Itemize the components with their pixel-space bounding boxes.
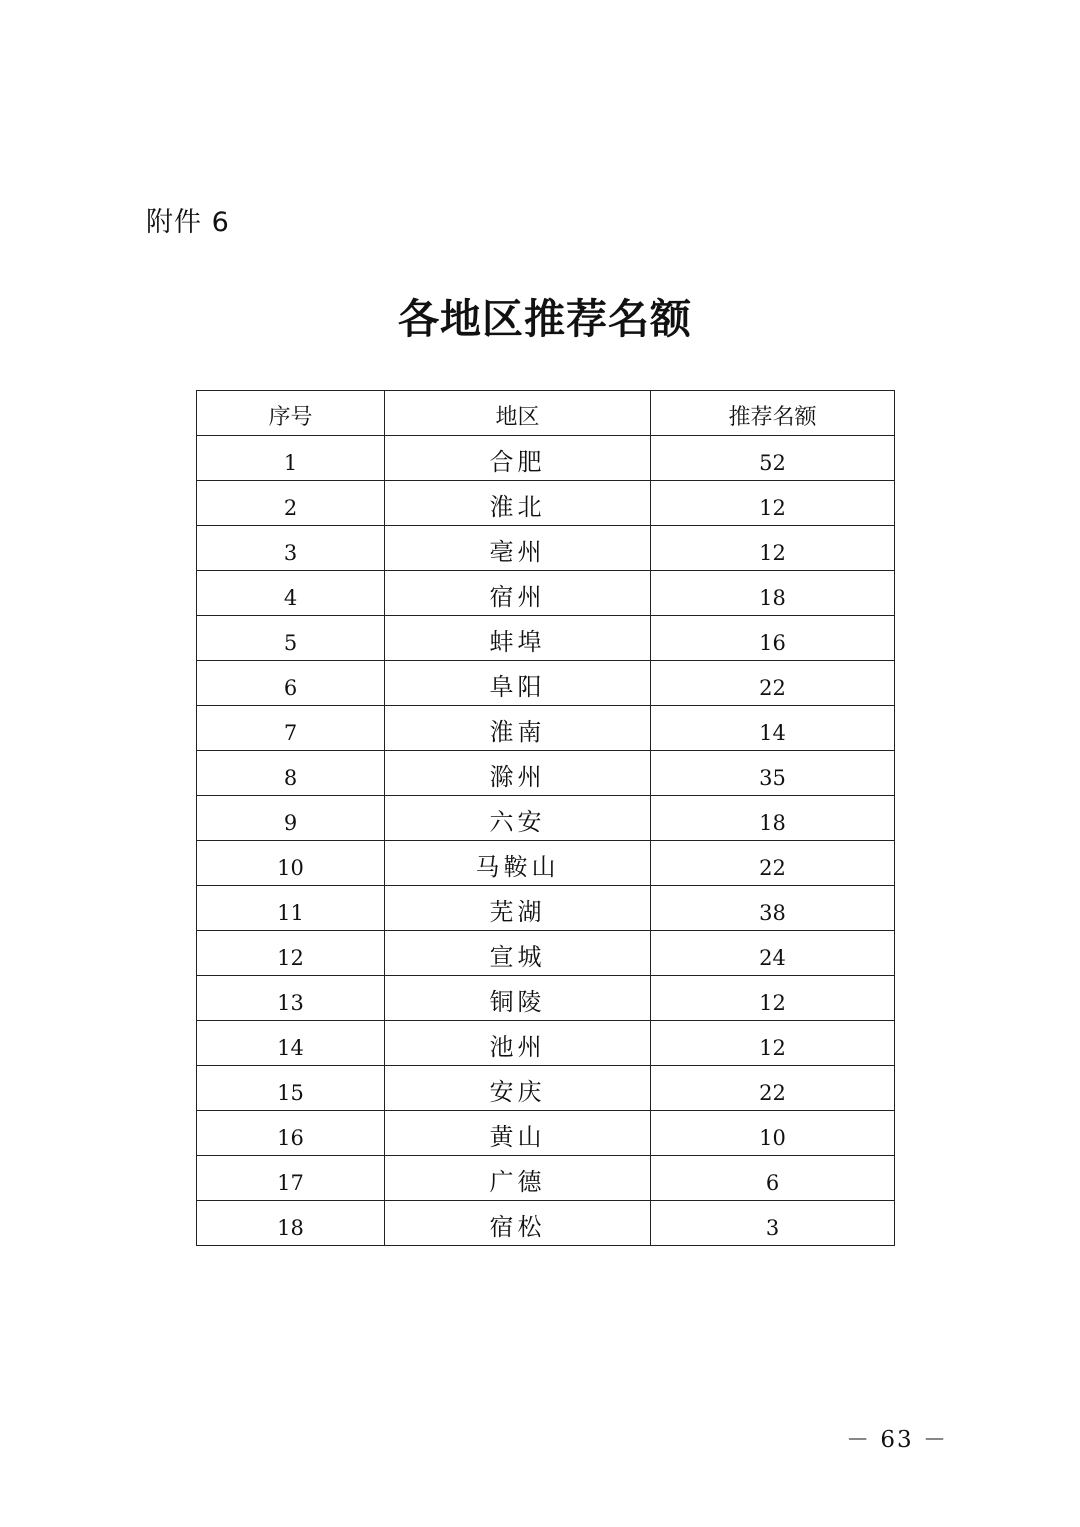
cell-serial-number: 9 — [197, 796, 385, 841]
table-row — [197, 616, 895, 661]
cell-serial-number: 15 — [197, 1066, 385, 1111]
cell-quota: 38 — [651, 886, 895, 931]
cell-region: 黄山 — [385, 1111, 651, 1156]
table-row — [197, 661, 895, 706]
table-row — [197, 1021, 895, 1066]
cell-serial-number: 4 — [197, 571, 385, 616]
cell-quota: 24 — [651, 931, 895, 976]
cell-serial-number: 8 — [197, 751, 385, 796]
cell-serial-number: 3 — [197, 526, 385, 571]
table-row — [197, 976, 895, 1021]
cell-quota: 10 — [651, 1111, 895, 1156]
table-row — [197, 1066, 895, 1111]
table-row — [197, 526, 895, 571]
cell-region: 亳州 — [385, 526, 651, 571]
cell-serial-number: 17 — [197, 1156, 385, 1201]
cell-quota: 18 — [651, 571, 895, 616]
table-row — [197, 436, 895, 481]
cell-region: 淮南 — [385, 706, 651, 751]
cell-serial-number: 14 — [197, 1021, 385, 1066]
cell-serial-number: 12 — [197, 931, 385, 976]
cell-region: 淮北 — [385, 481, 651, 526]
table-row — [197, 796, 895, 841]
cell-serial-number: 11 — [197, 886, 385, 931]
cell-region: 宣城 — [385, 931, 651, 976]
table-row — [197, 931, 895, 976]
cell-quota: 12 — [651, 481, 895, 526]
cell-serial-number: 18 — [197, 1201, 385, 1246]
cell-quota: 6 — [651, 1156, 895, 1201]
cell-quota: 22 — [651, 841, 895, 886]
cell-region: 宿松 — [385, 1201, 651, 1246]
table-row — [197, 481, 895, 526]
cell-quota: 18 — [651, 796, 895, 841]
cell-quota: 12 — [651, 1021, 895, 1066]
document-title: 各地区推荐名额 — [398, 295, 692, 343]
cell-serial-number: 13 — [197, 976, 385, 1021]
cell-region: 滁州 — [385, 751, 651, 796]
cell-serial-number: 10 — [197, 841, 385, 886]
cell-quota: 22 — [651, 661, 895, 706]
attachment-label: 附件 6 — [146, 207, 230, 238]
cell-serial-number: 16 — [197, 1111, 385, 1156]
cell-serial-number: 2 — [197, 481, 385, 526]
cell-serial-number: 6 — [197, 661, 385, 706]
cell-region: 宿州 — [385, 571, 651, 616]
cell-serial-number: 5 — [197, 616, 385, 661]
table-row — [197, 841, 895, 886]
table-row — [197, 571, 895, 616]
header-region: 地区 — [385, 391, 651, 436]
cell-region: 蚌埠 — [385, 616, 651, 661]
cell-region: 芜湖 — [385, 886, 651, 931]
table-row — [197, 706, 895, 751]
cell-quota: 22 — [651, 1066, 895, 1111]
header-quota: 推荐名额 — [651, 391, 895, 436]
cell-quota: 12 — [651, 976, 895, 1021]
cell-region: 马鞍山 — [385, 841, 651, 886]
header-serial-number: 序号 — [197, 391, 385, 436]
cell-quota: 35 — [651, 751, 895, 796]
cell-quota: 3 — [651, 1201, 895, 1246]
table-row — [197, 1201, 895, 1246]
cell-quota: 52 — [651, 436, 895, 481]
cell-quota: 12 — [651, 526, 895, 571]
cell-serial-number: 7 — [197, 706, 385, 751]
cell-quota: 16 — [651, 616, 895, 661]
table-header-row — [197, 391, 895, 436]
cell-region: 阜阳 — [385, 661, 651, 706]
cell-region: 安庆 — [385, 1066, 651, 1111]
table-row — [197, 1111, 895, 1156]
table-row — [197, 886, 895, 931]
table-row — [197, 1156, 895, 1201]
table-row — [197, 751, 895, 796]
cell-region: 铜陵 — [385, 976, 651, 1021]
cell-region: 合肥 — [385, 436, 651, 481]
cell-region: 六安 — [385, 796, 651, 841]
table-body — [197, 436, 895, 1246]
page-number: － 63 － — [846, 1427, 948, 1453]
quota-table — [196, 390, 895, 1246]
cell-region: 广德 — [385, 1156, 651, 1201]
cell-region: 池州 — [385, 1021, 651, 1066]
cell-serial-number: 1 — [197, 436, 385, 481]
cell-quota: 14 — [651, 706, 895, 751]
